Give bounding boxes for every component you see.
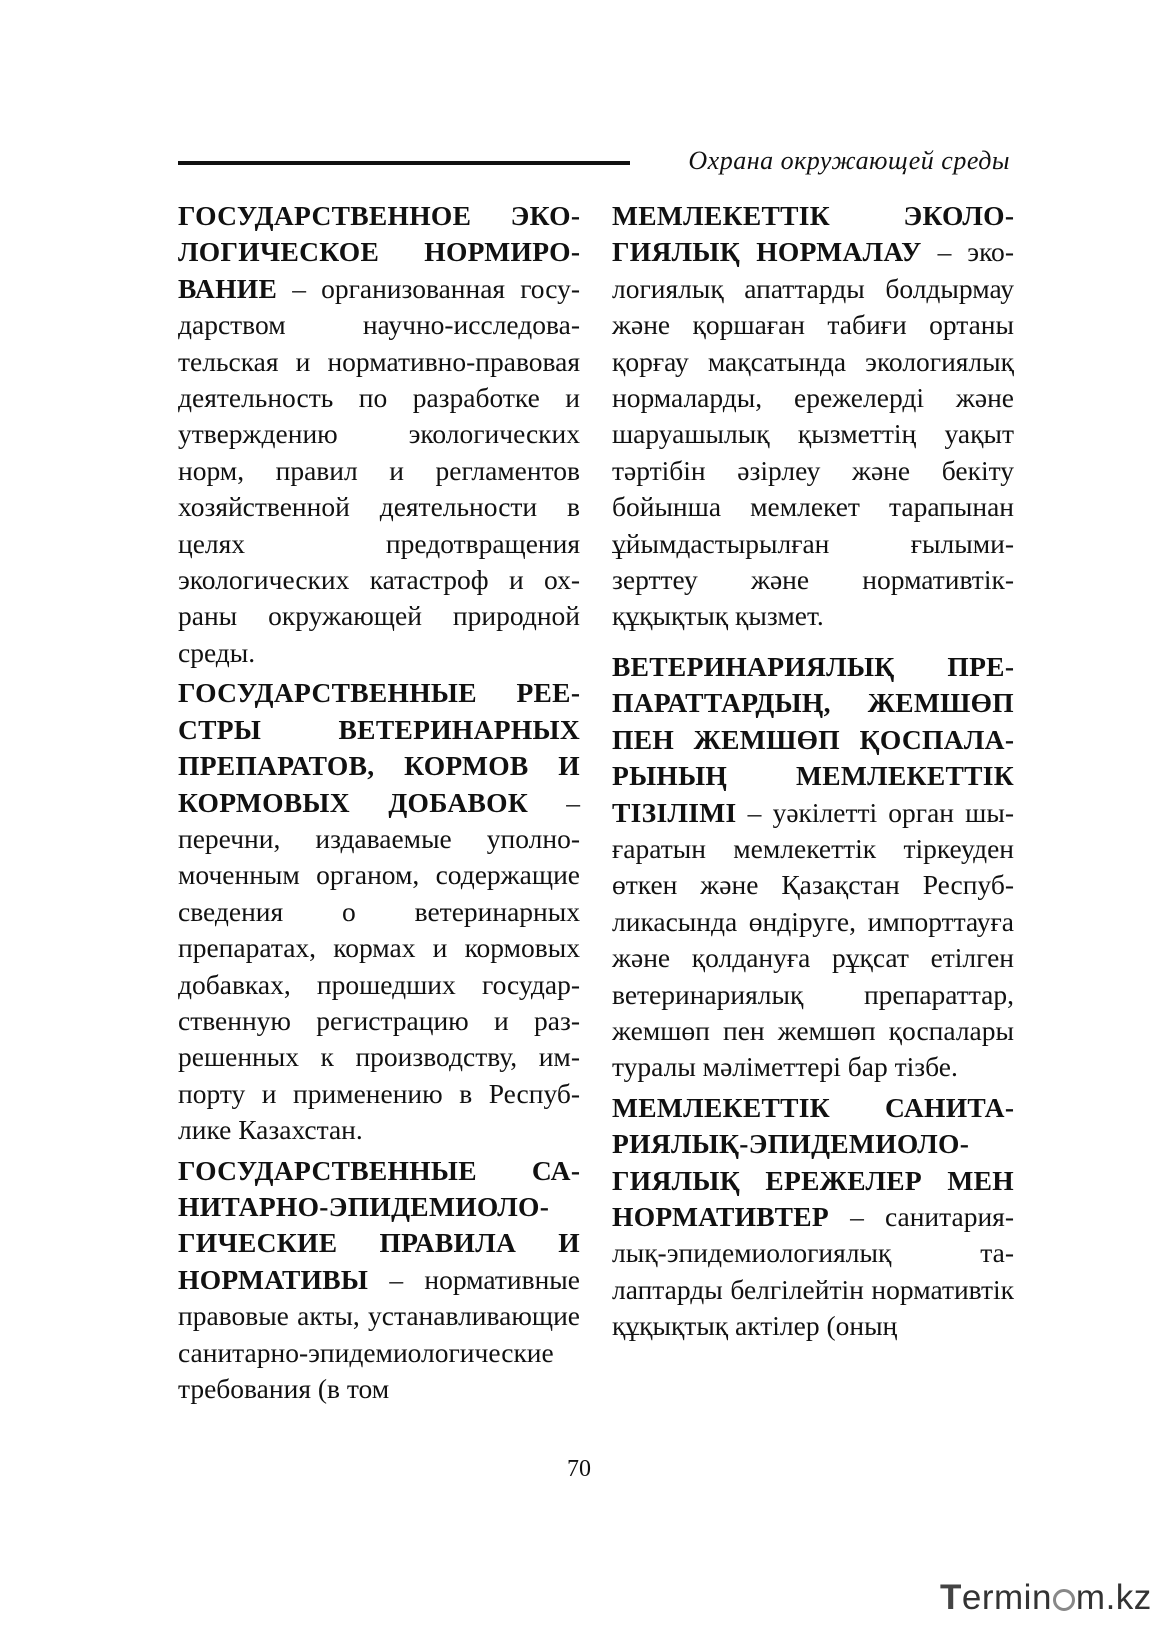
- termincom-watermark: [940, 1578, 1152, 1622]
- running-header: Охрана окружающей среды: [688, 146, 1010, 175]
- entry-definition: – нормативные правовые акты, устанавливающие санитарно-эпидемиологические требования (в том: [178, 1263, 580, 1404]
- entry-ru-veterinary-registers: [178, 675, 580, 1148]
- entry-ru-sanitary-rules: [178, 1153, 580, 1408]
- watermark-circle-icon: [1053, 1589, 1075, 1611]
- watermark-initial: T: [940, 1578, 962, 1617]
- entry-term: ВЕТЕРИНАРИЯЛЫҚ ПРЕПАРАТТАРДЫҢ, ЖЕМШӨП ПЕН ЖЕМШӨП ҚОСПАЛАРЫНЫҢ МЕМЛЕКЕТТІК ТІЗІЛІМІ: [612, 650, 1014, 828]
- entry-kk-veterinary-registers: [612, 649, 1014, 1086]
- entry-definition: – перечни, издаваемые уполномоченным органом, содержащие сведения о ветеринарных препаратах, кормах и кормовых добавках, прошедших государственную регистрацию и разрешенных к производству, импорту и применению в Республике Казахстан.: [178, 786, 580, 1146]
- watermark-text: [940, 1578, 1152, 1618]
- entry-ru-ecological-normalization: [178, 198, 580, 671]
- watermark-middle: ermin: [961, 1578, 1052, 1617]
- entry-definition: – организованная государством научно-исследовательская и нормативно-правовая деятельность по разработке и утверждению экологических норм, правил и регламентов хозяйственной деятельности в целях предотвращения экологических катастроф и охраны окружающей природной среды.: [178, 272, 580, 668]
- entry-term: ГОСУДАРСТВЕННОЕ ЭКОЛОГИЧЕСКОЕ НОРМИРОВАНИЕ: [178, 200, 580, 304]
- entry-term: МЕМЛЕКЕТТІК ЭКОЛОГИЯЛЫҚ НОРМАЛАУ: [612, 200, 1014, 268]
- entry-term: ГОСУДАРСТВЕННЫЕ САНИТАРНО-ЭПИДЕМИОЛОГИЧЕСКИЕ ПРАВИЛА И НОРМАТИВЫ: [178, 1154, 580, 1295]
- right-column: [612, 198, 1014, 1359]
- page-number: 70: [567, 1456, 591, 1482]
- entry-kk-sanitary-rules: [612, 1090, 1014, 1345]
- entry-definition: – санитариялық-эпидемиологиялық талаптарды белгілейтін нормативтік құқықтық актілер (оның: [612, 1200, 1014, 1342]
- entry-term: ГОСУДАРСТВЕННЫЕ РЕЕСТРЫ ВЕТЕРИНАРНЫХ ПРЕПАРАТОВ, КОРМОВ И КОРМОВЫХ ДОБАВОК: [178, 677, 580, 818]
- entry-term: МЕМЛЕКЕТТІК САНИТАРИЯЛЫҚ-ЭПИДЕМИОЛОГИЯЛЫҚ ЕРЕЖЕЛЕР МЕН НОРМАТИВТЕР: [612, 1091, 1014, 1232]
- header-rule: [178, 161, 630, 165]
- entry-definition: – уәкілетті орган шығаратын мемлекеттік тіркеуден өткен және Қазақстан Республикасында өндіруге, импорттауға және қолдануға рұқсат етілген ветеринариялық препараттар, жемшөп пен жемшөп қоспалары туралы мәліметтері бар тізбе.: [612, 796, 1014, 1083]
- entry-kk-ecological-normalization: [612, 198, 1014, 635]
- left-column: [178, 198, 580, 1421]
- entry-definition: – экологиялық апаттарды болдырмау және қоршаған табиғи ортаны қорғау мақсатында экологиялық нормаларды, ережелерді және шаруашылық қызметтің уақыт тәртібін әзірлеу және бекіту бойынша мемлекет тарапынан ұйымдастырылған ғылыми-зерттеу және нормативтік-құқықтық қызмет.: [612, 236, 1014, 632]
- watermark-suffix: m.kz: [1075, 1578, 1152, 1617]
